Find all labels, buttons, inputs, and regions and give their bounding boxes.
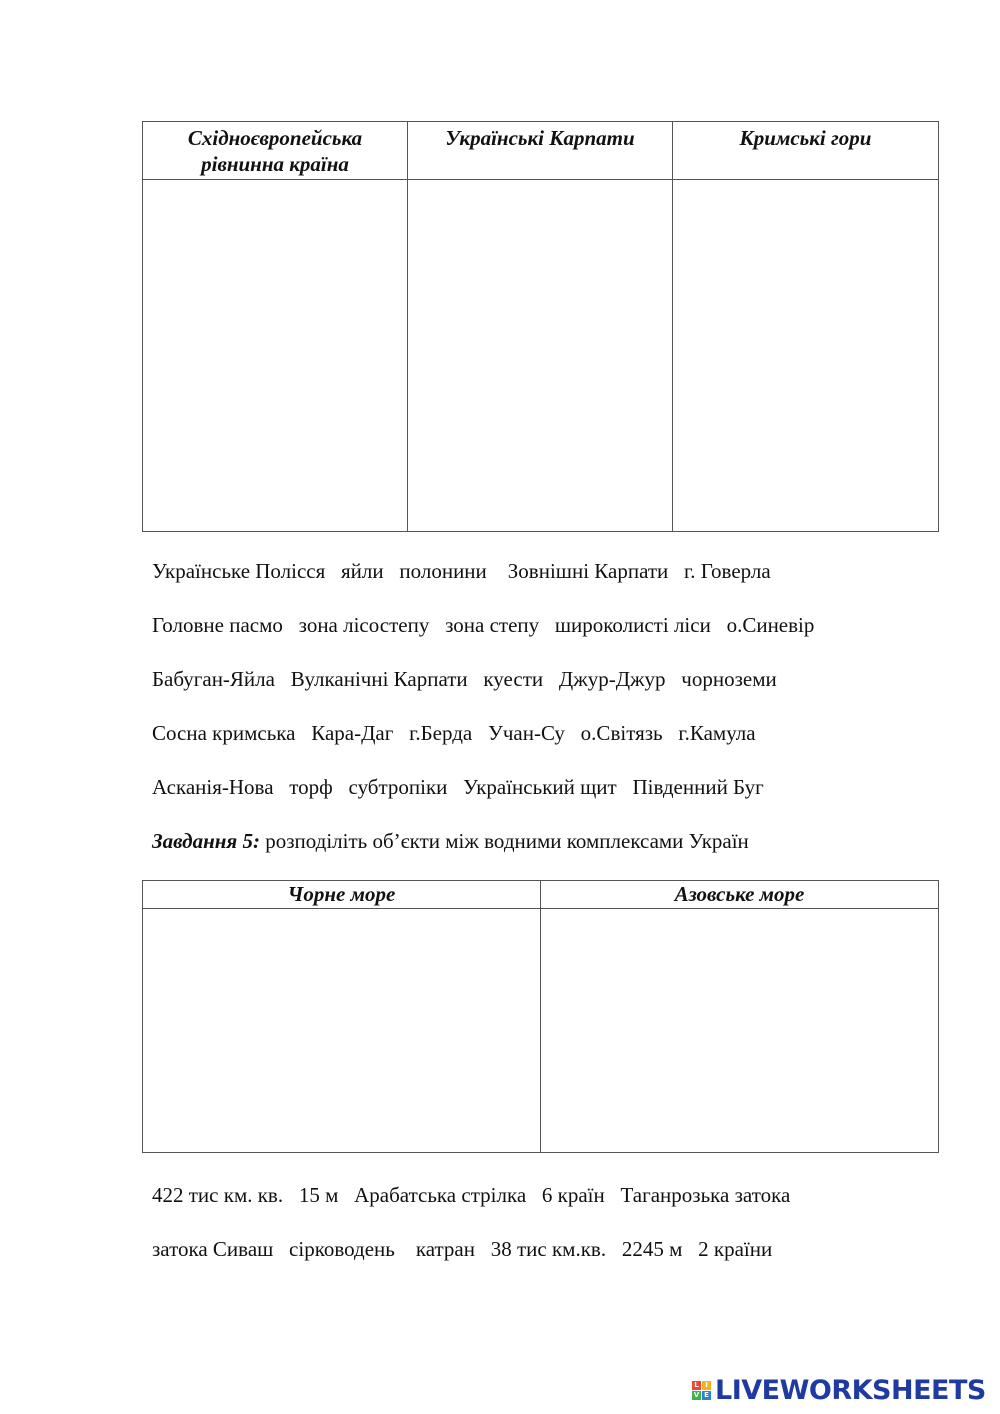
drop-cell-black-sea[interactable] [143,909,541,1153]
header-east-european-plain: Східноєвропейська рівнинна країна [143,122,408,180]
logo-mark-letter: E [702,1391,711,1400]
word-bank-line: Асканія-Нова торф субтропіки Український щит Південний Буг [152,775,764,799]
drop-cell-east-european-plain[interactable] [143,180,408,532]
word-bank-line: Українське Полісся яйли полонини Зовнішні Карпати г. Говерла [152,559,771,583]
seas-table [142,880,939,1153]
header-black-sea: Чорне море [143,881,541,909]
word-bank-line: затока Сиваш сірководень катран 38 тис км.кв. 2245 м 2 країни [152,1237,773,1261]
drop-cell-sea-of-azov[interactable] [541,909,939,1153]
word-bank-line: Сосна кримська Кара-Даг г.Берда Учан-Су о.Світязь г.Камула [152,721,756,745]
task-5-text: розподіліть об’єкти між водними комплексами Україн [259,829,749,853]
word-bank-line: Головне пасмо зона лісостепу зона степу широколисті ліси о.Синевір [152,613,815,637]
header-crimean-mountains: Кримські гори [673,122,939,180]
liveworksheets-logo-icon [692,1381,711,1400]
liveworksheets-logo[interactable] [692,1374,986,1406]
header-ukrainian-carpathians: Українські Карпати [408,122,673,180]
logo-mark-letter: V [693,1390,700,1399]
drop-cell-ukrainian-carpathians[interactable] [408,180,673,532]
task-5-label: Завдання 5: [152,829,260,853]
task-5-instruction [152,828,749,854]
logo-text: LIVEWORKSHEETS [715,1374,986,1406]
logo-mark-letter: L [692,1381,701,1390]
logo-mark-letter: I [702,1381,711,1390]
header-sea-of-azov: Азовське море [541,881,939,909]
relief-regions-table [142,121,939,532]
word-bank-line: Бабуган-Яйла Вулканічні Карпати куести Джур-Джур чорноземи [152,667,777,691]
word-bank-line: 422 тис км. кв. 15 м Арабатська стрілка 6 країн Таганрозька затока [152,1183,791,1207]
drop-cell-crimean-mountains[interactable] [673,180,939,532]
